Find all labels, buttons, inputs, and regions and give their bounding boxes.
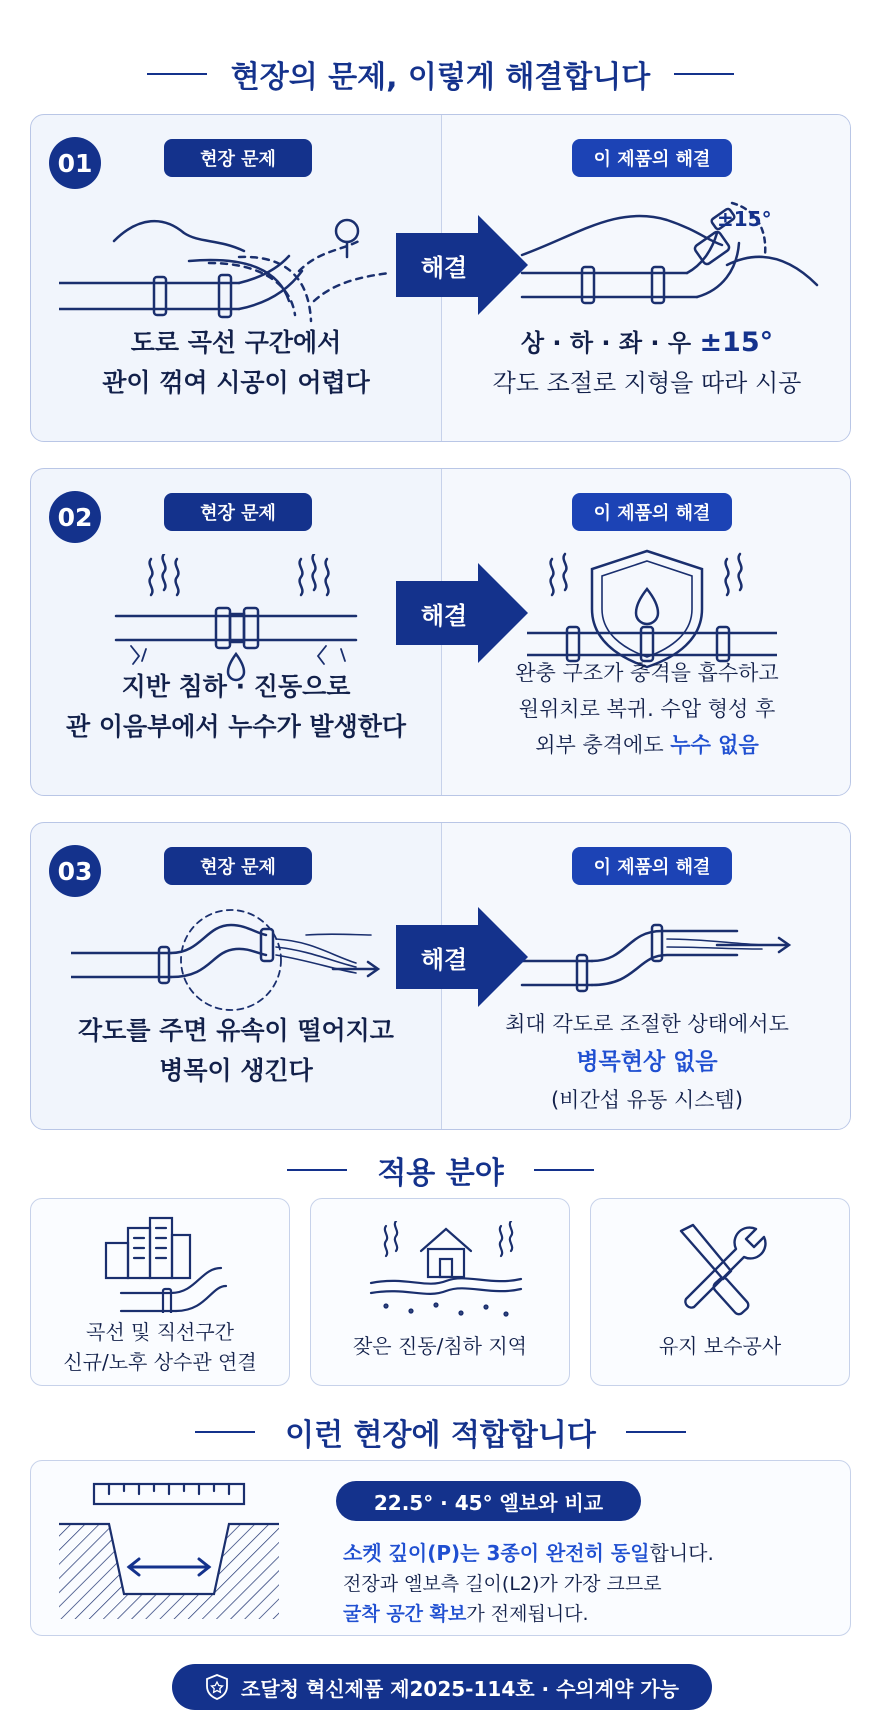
application-card-2 <box>310 1198 570 1386</box>
tools-icon <box>671 1221 771 1321</box>
problems-section-title <box>0 52 881 96</box>
curved-road-pipe-illustration <box>59 211 419 331</box>
applications-title-text: 적용 분야 <box>377 1156 504 1191</box>
problem-card-02 <box>30 468 851 796</box>
solution-tag: 이 제품의 해결 <box>572 847 732 885</box>
solution-line-1: 완충 구조가 충격을 흡수하고 <box>515 661 779 685</box>
application-caption <box>31 1317 289 1377</box>
adjustable-joint-illustration <box>517 195 837 325</box>
solve-arrow-label: 해결 <box>420 601 468 630</box>
problem-line-1: 지반 침하 · 진동으로 <box>121 672 351 701</box>
application-caption <box>591 1331 849 1361</box>
title-divider-right <box>674 73 734 75</box>
problem-panel <box>31 115 441 441</box>
problem-text <box>31 1011 441 1091</box>
problem-tag: 현장 문제 <box>164 847 312 885</box>
caption-line-2: 신규/노후 상수관 연결 <box>63 1350 257 1374</box>
fit-section-title <box>0 1412 881 1452</box>
applications-section-title <box>0 1150 881 1190</box>
title-divider-left <box>287 1169 347 1171</box>
badge-icon <box>205 1674 229 1700</box>
socket-depth-highlight: 소켓 깊이(P)는 3종이 완전히 동일 <box>343 1541 650 1565</box>
trench-diagram <box>59 1479 279 1619</box>
solution-tag: 이 제품의 해결 <box>572 493 732 531</box>
solution-line-1 <box>442 323 851 363</box>
solve-arrow-label: 해결 <box>420 253 468 282</box>
city-pipe-icon <box>101 1213 231 1313</box>
title-divider-right <box>534 1169 594 1171</box>
problem-tag: 현장 문제 <box>164 139 312 177</box>
application-card-1 <box>30 1198 290 1386</box>
caption-line-1: 유지 보수공사 <box>658 1334 782 1358</box>
problem-card-01 <box>30 114 851 442</box>
problem-text <box>31 667 441 747</box>
certification-text: 조달청 혁신제품 제2025-114호 · 수의계약 가능 <box>241 1676 679 1701</box>
solution-line-2: 각도 조절로 지형을 따라 시공 <box>492 369 802 397</box>
fit-line-1-suffix: 합니다. <box>649 1541 714 1565</box>
problem-line-1: 각도를 주면 유속이 떨어지고 <box>78 1016 394 1045</box>
application-card-3 <box>590 1198 850 1386</box>
title-divider-left <box>147 73 207 75</box>
fit-line-1 <box>343 1537 714 1566</box>
application-caption <box>311 1331 569 1361</box>
problem-tag: 현장 문제 <box>164 493 312 531</box>
problem-line-2: 병목이 생긴다 <box>159 1056 313 1085</box>
solution-angle-highlight: ±15° <box>699 327 774 358</box>
fit-title-text: 이런 현장에 적합합니다 <box>285 1418 596 1453</box>
smooth-flow-illustration <box>517 909 807 1009</box>
solve-arrow <box>396 215 531 315</box>
problem-line-1: 도로 곡선 구간에서 <box>130 328 342 357</box>
fit-line-2: 전장과 엘보측 길이(L2)가 가장 크므로 <box>343 1573 662 1595</box>
problem-card-03 <box>30 822 851 1130</box>
problem-panel <box>31 469 441 795</box>
problem-number: 02 <box>49 491 101 543</box>
caption-line-1: 곡선 및 직선구간 <box>86 1320 234 1344</box>
solution-line-1: 최대 각도로 조절한 상태에서도 <box>505 1012 789 1036</box>
solution-line-3: (비간섭 유동 시스템) <box>550 1088 744 1112</box>
title-divider-right <box>626 1431 686 1433</box>
solution-text <box>442 655 851 763</box>
no-bottleneck-highlight: 병목현상 없음 <box>576 1049 718 1075</box>
fit-card <box>30 1460 851 1636</box>
problem-line-2: 관이 꺾여 시공이 어렵다 <box>102 368 370 397</box>
problem-panel <box>31 823 441 1129</box>
angle-label: ±15° <box>717 207 772 231</box>
solution-tag: 이 제품의 해결 <box>572 139 732 177</box>
solve-arrow <box>396 907 531 1007</box>
leaking-joint-illustration <box>86 554 386 684</box>
solution-text <box>442 323 851 403</box>
problem-number: 03 <box>49 845 101 897</box>
problem-number: 01 <box>49 137 101 189</box>
solution-text <box>442 1005 851 1119</box>
problem-line-2: 관 이음부에서 누수가 발생한다 <box>65 712 407 741</box>
compare-tag: 22.5° · 45° 엘보와 비교 <box>336 1481 641 1521</box>
solve-arrow-label: 해결 <box>420 945 468 974</box>
fit-line-3-suffix: 가 전제됩니다. <box>466 1603 589 1625</box>
no-leak-highlight: 누수 없음 <box>670 733 759 757</box>
bottleneck-flow-illustration <box>71 905 401 1015</box>
house-ground-icon <box>366 1221 526 1321</box>
problem-text <box>31 323 441 403</box>
solve-arrow <box>396 563 531 663</box>
title-divider-left <box>195 1431 255 1433</box>
solution-directions: 상 · 하 · 좌 · 우 <box>520 329 700 357</box>
solution-line-3 <box>442 727 851 763</box>
problems-title-text: 현장의 문제, 이렇게 해결합니다 <box>230 60 651 95</box>
excavation-highlight: 굴착 공간 확보 <box>343 1603 467 1625</box>
fit-line-3 <box>343 1599 589 1626</box>
certification-badge <box>172 1664 712 1710</box>
solution-line-2: 원위치로 복귀. 수압 형성 후 <box>518 697 776 721</box>
caption-line-1: 잦은 진동/침하 지역 <box>352 1334 527 1358</box>
solution-line-3-prefix: 외부 충격에도 <box>535 733 671 757</box>
